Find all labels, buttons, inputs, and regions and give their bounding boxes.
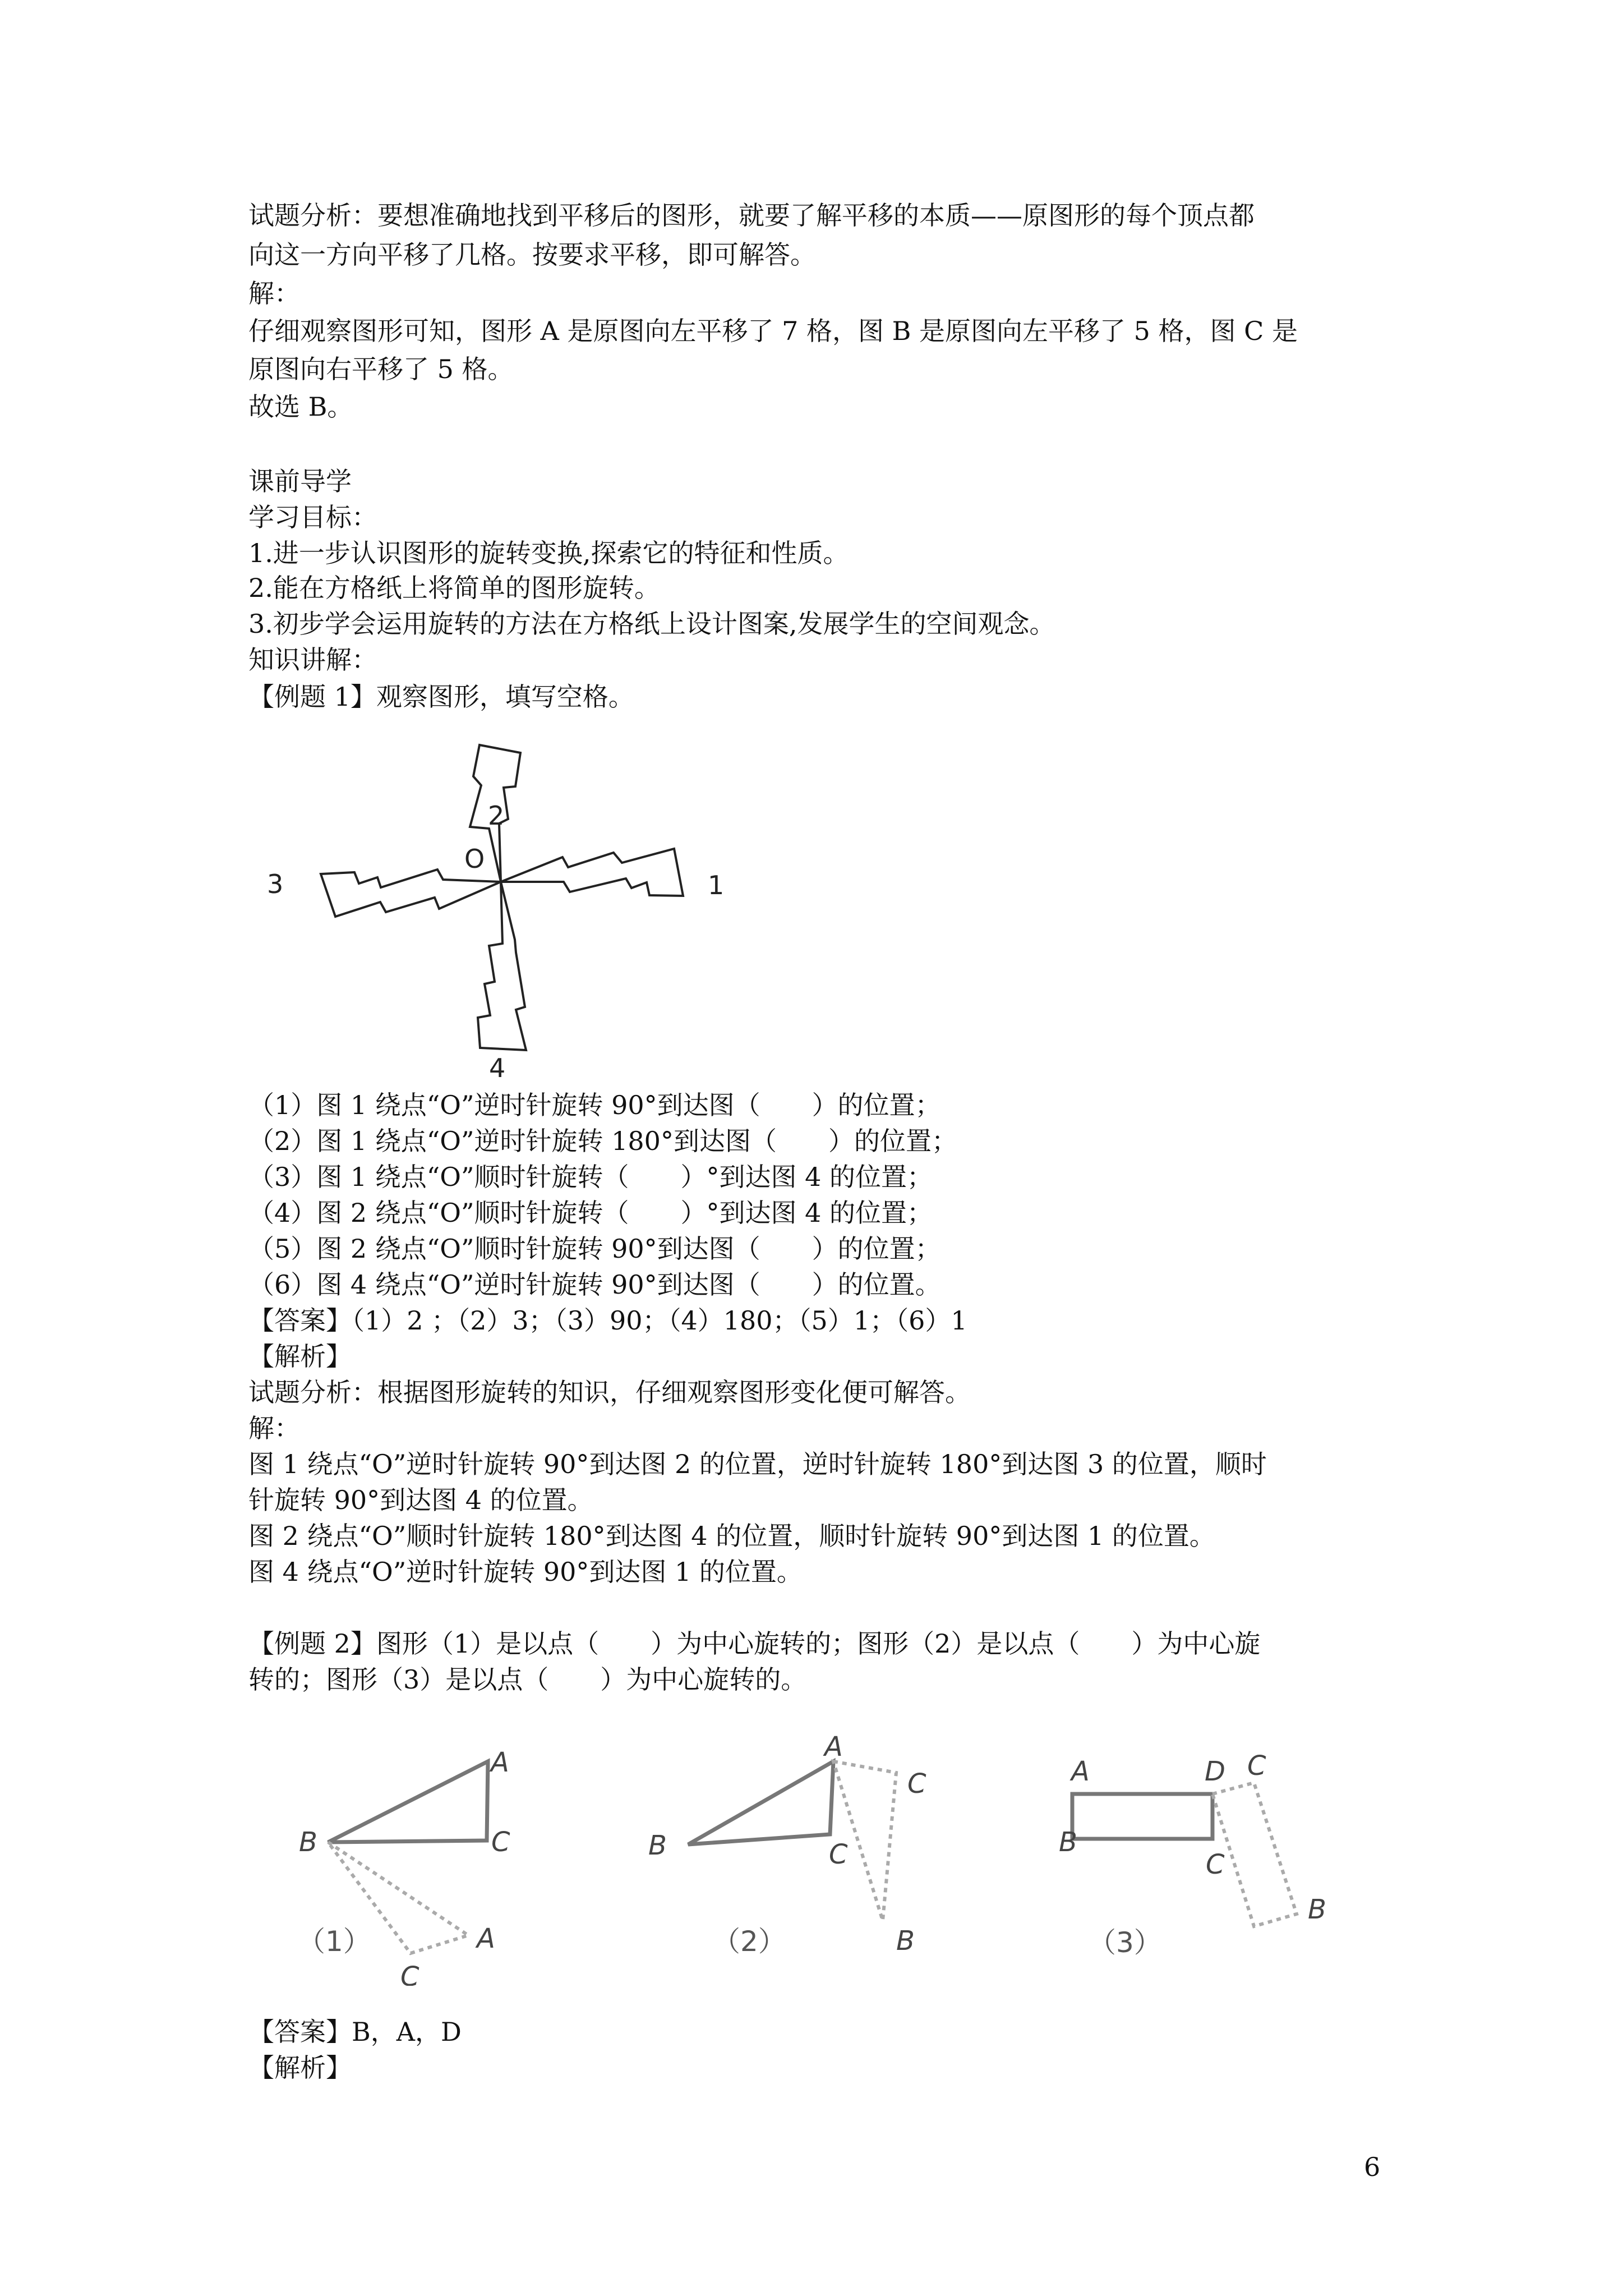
fig1-caption: （1） bbox=[297, 1925, 371, 1958]
text-line: 仔细观察图形可知，图形 A 是原图向左平移了 7 格，图 B 是原图向左平移了 5 格，图 C 是 bbox=[248, 316, 1298, 346]
section-title: 课前导学 bbox=[248, 466, 352, 496]
text-line: 图 2 绕点“O”顺时针旋转 180°到达图 4 的位置，顺时针旋转 90°到达图 1 的位置。 bbox=[248, 1521, 1215, 1551]
text-line: 故选 B。 bbox=[248, 392, 353, 422]
question-6: （6）图 4 绕点“O”逆时针旋转 90°到达图（ ）的位置。 bbox=[248, 1269, 941, 1300]
fig3-label-d: D bbox=[1205, 1756, 1225, 1787]
example2-line: 转的；图形（3）是以点（ ）为中心旋转的。 bbox=[248, 1664, 807, 1695]
question-3: （3）图 1 绕点“O”顺时针旋转（ ）°到达图 4 的位置； bbox=[248, 1162, 933, 1192]
figure-2 bbox=[648, 1731, 926, 1958]
answer-2: 【答案】B，A，D bbox=[248, 2017, 462, 2047]
text-line: 解： bbox=[248, 1413, 300, 1443]
fig1-label-a: A bbox=[491, 1747, 509, 1778]
shape-3 bbox=[321, 869, 501, 917]
label-3: 3 bbox=[267, 869, 284, 899]
page-number: 6 bbox=[1364, 2152, 1381, 2182]
fig1-label-b: B bbox=[299, 1826, 317, 1858]
analysis-title: 【解析】 bbox=[248, 1341, 352, 1372]
shape-1 bbox=[501, 849, 683, 896]
label-o: O bbox=[464, 844, 485, 874]
goal-item: 3.初步学会运用旋转的方法在方格纸上设计图案,发展学生的空间观念。 bbox=[248, 609, 1055, 639]
goal-item: 2.能在方格纸上将简单的图形旋转。 bbox=[248, 573, 660, 603]
text-line: 试题分析：根据图形旋转的知识，仔细观察图形变化便可解答。 bbox=[248, 1377, 971, 1407]
triangle-original bbox=[688, 1761, 833, 1844]
text-line: 图 1 绕点“O”逆时针旋转 90°到达图 2 的位置，逆时针旋转 180°到达图 3 的位置，顺时 bbox=[248, 1449, 1267, 1479]
example2-line: 【例题 2】图形（1）是以点（ ）为中心旋转的；图形（2）是以点（ ）为中心旋 bbox=[248, 1628, 1261, 1659]
knowledge-title: 知识讲解： bbox=[248, 645, 377, 675]
text-line: 试题分析：要想准确地找到平移后的图形，就要了解平移的本质——原图形的每个顶点都 bbox=[248, 200, 1255, 231]
fig2-label-b2: B bbox=[896, 1925, 915, 1957]
fig2-label-c2: C bbox=[907, 1768, 926, 1800]
answer-1: 【答案】（1）2 ；（2）3；（3）90；（4）180；（5）1；（6）1 bbox=[248, 1305, 967, 1336]
goal-title: 学习目标： bbox=[248, 502, 377, 532]
fig3-label-a: A bbox=[1071, 1756, 1090, 1787]
label-1: 1 bbox=[708, 870, 725, 900]
example1-title: 【例题 1】观察图形，填写空格。 bbox=[248, 682, 634, 712]
fig3-caption: （3） bbox=[1088, 1926, 1162, 1959]
fig2-label-c: C bbox=[829, 1839, 848, 1870]
pinwheel-figure bbox=[247, 729, 751, 1088]
fig1-label-a2: A bbox=[477, 1923, 495, 1954]
text-line: 原图向右平移了 5 格。 bbox=[248, 354, 514, 384]
fig3-label-b: B bbox=[1059, 1826, 1077, 1858]
rotation-figures bbox=[247, 1717, 1357, 1986]
question-4: （4）图 2 绕点“O”顺时针旋转（ ）°到达图 4 的位置； bbox=[248, 1198, 933, 1228]
label-4: 4 bbox=[489, 1053, 506, 1083]
shape-4 bbox=[478, 882, 526, 1050]
text-line: 图 4 绕点“O”逆时针旋转 90°到达图 1 的位置。 bbox=[248, 1557, 803, 1587]
text-line: 向这一方向平移了几格。按要求平移，即可解答。 bbox=[248, 240, 816, 270]
fig3-label-c2: C bbox=[1247, 1750, 1266, 1782]
fig2-label-b: B bbox=[648, 1830, 667, 1861]
figure-3 bbox=[1059, 1750, 1326, 1959]
rectangle-rotated bbox=[1212, 1783, 1297, 1926]
fig3-label-c: C bbox=[1206, 1849, 1225, 1880]
question-5: （5）图 2 绕点“O”顺时针旋转 90°到达图（ ）的位置； bbox=[248, 1234, 941, 1264]
fig2-caption: （2） bbox=[712, 1925, 786, 1958]
triangle-original bbox=[328, 1761, 488, 1842]
question-1: （1）图 1 绕点“O”逆时针旋转 90°到达图（ ）的位置； bbox=[248, 1090, 941, 1120]
goal-item: 1.进一步认识图形的旋转变换,探索它的特征和性质。 bbox=[248, 538, 849, 568]
fig3-label-b2: B bbox=[1308, 1894, 1326, 1925]
text-line: 针旋转 90°到达图 4 的位置。 bbox=[248, 1485, 593, 1515]
rectangle-original bbox=[1072, 1794, 1212, 1839]
label-2: 2 bbox=[488, 800, 505, 831]
fig1-label-c2: C bbox=[400, 1961, 419, 1986]
question-2: （2）图 1 绕点“O”逆时针旋转 180°到达图（ ）的位置； bbox=[248, 1126, 957, 1156]
fig2-label-a: A bbox=[824, 1731, 843, 1763]
fig1-label-c: C bbox=[491, 1826, 510, 1858]
figure-1 bbox=[297, 1747, 510, 1986]
analysis-title: 【解析】 bbox=[248, 2053, 352, 2083]
text-line: 解： bbox=[248, 278, 300, 309]
